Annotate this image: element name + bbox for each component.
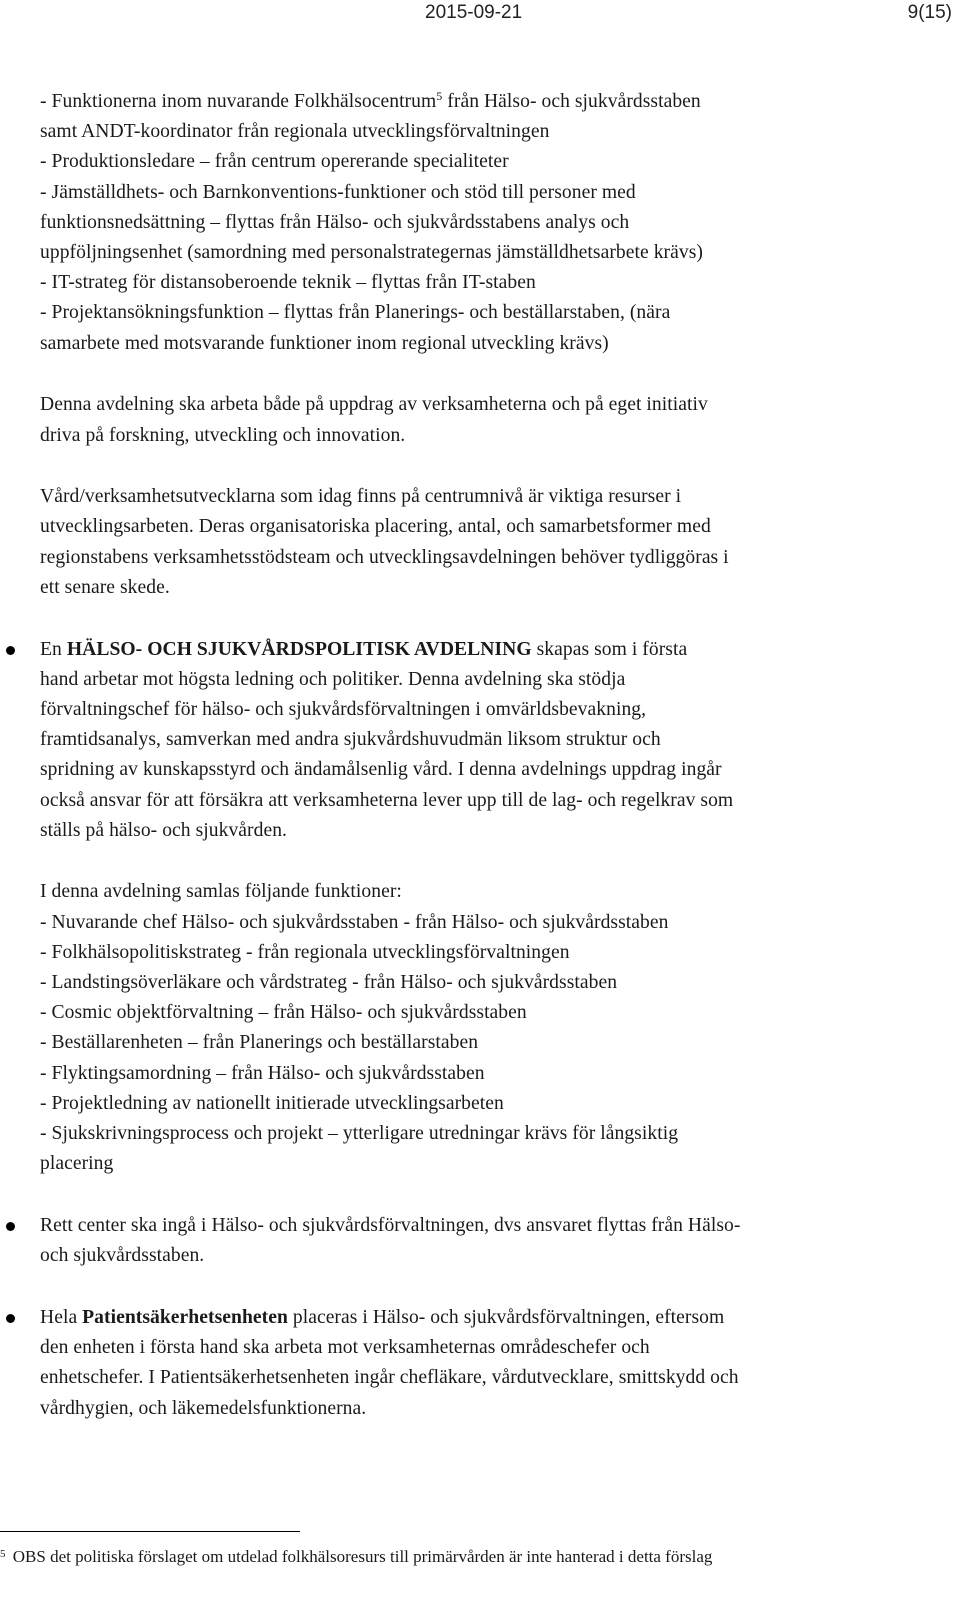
text-line (40, 1303, 920, 1333)
paragraph-gap (40, 603, 920, 635)
text-line: Rett center ska ingå i Hälso- och sjukvårdsförvaltningen, dvs ansvaret flyttas från Hälso- (40, 1215, 741, 1236)
text-line: samt ANDT-koordinator från regionala utvecklingsförvaltningen (40, 121, 550, 143)
bullet-patient-safety (40, 1303, 920, 1424)
list-item: placering (40, 1153, 114, 1175)
text-line: också ansvar för att försäkra att verksamheterna lever upp till de lag- och regelkrav som (40, 789, 734, 811)
text-span: skapas som i första (531, 638, 688, 660)
text-line: - Projektansökningsfunktion – flyttas från Planerings- och beställarstaben, (nära (40, 302, 671, 324)
text-line (40, 87, 920, 117)
footnote-separator (0, 1531, 300, 1532)
text-line (40, 635, 920, 665)
text-line: den enheten i första hand ska arbeta mot verksamheternas områdeschefer och (40, 1337, 650, 1359)
paragraph-functions-list-1 (40, 87, 920, 359)
bullet-icon (6, 646, 15, 655)
text-line: vårdhygien, och läkemedelsfunktionerna. (40, 1397, 367, 1419)
paragraph-functions-list-2 (40, 877, 920, 1179)
text-line: Vård/verksamhetsutvecklarna som idag finns på centrumnivå är viktiga resurser i (40, 486, 682, 508)
footnote (0, 1547, 712, 1567)
list-item: - Landstingsöverläkare och vårdstrateg - från Hälso- och sjukvårdsstaben (40, 972, 618, 994)
department-name: HÄLSO- OCH SJUKVÅRDSPOLITISK AVDELNING (66, 638, 532, 660)
text-span: Hela (40, 1306, 83, 1328)
text-line: ett senare skede. (40, 576, 170, 598)
bullet-rett-center (40, 1211, 920, 1271)
text-line: och sjukvårdsstaben. (40, 1245, 205, 1267)
footnote-text: OBS det politiska förslaget om utdelad folkhälsoresurs till primärvården är inte hanterad i detta förslag (8, 1547, 713, 1566)
text-line: enhetschefer. I Patientsäkerhetsenheten ingår chefläkare, vårdutvecklare, smittskydd och (40, 1367, 739, 1389)
list-intro: I denna avdelning samlas följande funktioner: (40, 881, 402, 903)
text-line: funktionsnedsättning – flyttas från Hälso- och sjukvårdsstabens analys och (40, 211, 630, 233)
text-line: hand arbetar mot högsta ledning och politiker. Denna avdelning ska stödja (40, 668, 626, 690)
text-line: driva på forskning, utveckling och innovation. (40, 424, 406, 446)
text-line: framtidsanalys, samverkan med andra sjukvårdshuvudmän liksom struktur och (40, 729, 661, 751)
text-span: En (40, 638, 67, 660)
paragraph-research (40, 390, 920, 450)
bullet-icon (6, 1314, 15, 1323)
header-page-number: 9(15) (907, 2, 952, 23)
text-line: - IT-strateg för distansoberoende teknik – flyttas från IT-staben (40, 272, 536, 294)
document-body (40, 87, 920, 1424)
bullet-health-policy-department (40, 635, 920, 846)
text-line: regionstabens verksamhetsstödsteam och utvecklingsavdelningen behöver tydliggöras i (40, 546, 729, 568)
list-item: - Flyktingsamordning – från Hälso- och sjukvårdsstaben (40, 1062, 485, 1084)
footnote-reference[interactable]: 5 (436, 89, 443, 103)
text-line: förvaltningschef för hälso- och sjukvårdsförvaltningen i omvärldsbevakning, (40, 698, 647, 720)
paragraph-gap (40, 451, 920, 483)
text-span: från Hälso- och sjukvårdsstaben (442, 91, 701, 112)
list-item: - Projektledning av nationellt initierade utvecklingsarbeten (40, 1092, 504, 1114)
text-line: - Produktionsledare – från centrum opererande specialiteter (40, 151, 509, 173)
list-item: - Nuvarande chef Hälso- och sjukvårdsstaben - från Hälso- och sjukvårdsstaben (40, 911, 669, 933)
list-item: - Sjukskrivningsprocess och projekt – ytterligare utredningar krävs för långsiktig (40, 1123, 679, 1145)
list-item: - Cosmic objektförvaltning – från Hälso- och sjukvårdsstaben (40, 1002, 527, 1024)
text-span: placeras i Hälso- och sjukvårdsförvaltningen, eftersom (287, 1306, 725, 1328)
text-line: samarbete med motsvarande funktioner inom regional utveckling krävs) (40, 332, 609, 354)
text-line: ställs på hälso- och sjukvården. (40, 819, 288, 841)
list-item: - Folkhälsopolitiskstrateg - från regionala utvecklingsförvaltningen (40, 941, 570, 963)
paragraph-gap (40, 359, 920, 391)
footnote-marker: 5 (0, 1548, 6, 1560)
list-item: - Beställarenheten – från Planerings och beställarstaben (40, 1032, 479, 1054)
paragraph-developers (40, 482, 920, 603)
header-date: 2015-09-21 (425, 2, 523, 23)
unit-name: Patientsäkerhetsenheten (82, 1306, 288, 1328)
text-line: uppföljningsenhet (samordning med personalstrategernas jämställdhetsarbete krävs) (40, 242, 703, 264)
text-span: - Funktionerna inom nuvarande Folkhälsocentrum (40, 91, 437, 112)
text-line: spridning av kunskapsstyrd och ändamålsenlig vård. I denna avdelnings uppdrag ingår (40, 759, 722, 781)
bullet-icon (6, 1222, 15, 1231)
paragraph-gap (40, 1180, 920, 1212)
paragraph-gap (40, 846, 920, 878)
text-line: utvecklingsarbeten. Deras organisatoriska placering, antal, och samarbetsformer med (40, 516, 711, 538)
paragraph-gap (40, 1271, 920, 1303)
text-line: - Jämställdhets- och Barnkonventions-funktioner och stöd till personer med (40, 181, 636, 203)
text-line: Denna avdelning ska arbeta både på uppdrag av verksamheterna och på eget initiativ (40, 394, 708, 416)
